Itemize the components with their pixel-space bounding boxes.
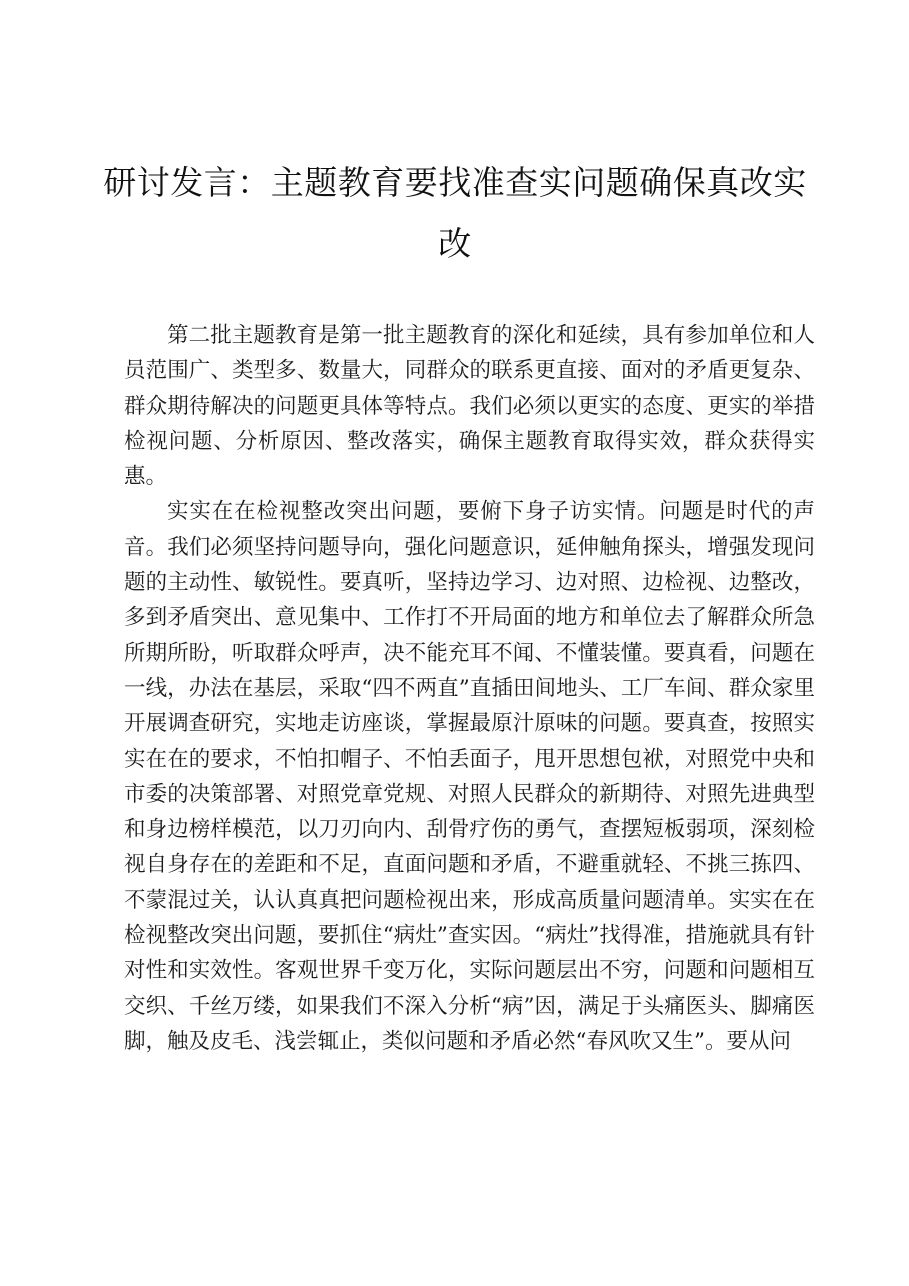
document-body — [124, 318, 815, 1059]
document-title: 研讨发言：主题教育要找准查实问题确保真改实改 — [103, 163, 807, 263]
paragraph: 实实在在检视整改突出问题，要俯下身子访实情。问题是时代的声音。我们必须坚持问题导向，强化问题意识，延伸触角探头，增强发现问题的主动性、敏锐性。要真听，坚持边学习、边对照、边检视、边整改，多到矛盾突出、意见集中、工作打不开局面的地方和单位去了解群众所急所期所盼，听取群众呼声，决不能充耳不闻、不懂装懂。要真看，问题在一线，办法在基层，采取“四不两直”直插田间地头、工厂车间、群众家里开展调查研究，实地走访座谈，掌握最原汁原味的问题。要真查，按照实实在在的要求，不怕扣帽子、不怕丢面子，甩开思想包袱，对照党中央和市委的决策部署、对照党章党规、对照人民群众的新期待、对照先进典型和身边榜样模范，以刀刃向内、刮骨疗伤的勇气，查摆短板弱项，深刻检视自身存在的差距和不足，直面问题和矛盾，不避重就轻、不挑三拣四、不蒙混过关，认认真真把问题检视出来，形成高质量问题清单。实实在在检视整改突出问题，要抓住“病灶”查实因。“病灶”找得准，措施就具有针对性和实效性。客观世界千变万化，实际问题层出不穷，问题和问题相互交织、千丝万缕，如果我们不深入分析“病”因，满足于头痛医头、脚痛医脚，触及皮毛、浅尝辄止，类似问题和矛盾必然“春风吹又生”。要从问 — [124, 499, 815, 1054]
paragraph: 第二批主题教育是第一批主题教育的深化和延续，具有参加单位和人员范围广、类型多、数量大，同群众的联系更直接、面对的矛盾更复杂、群众期待解决的问题更具体等特点。我们必须以更实的态度、更实的举措检视问题、分析原因、整改落实，确保主题教育取得实效，群众获得实惠。 — [124, 323, 815, 490]
